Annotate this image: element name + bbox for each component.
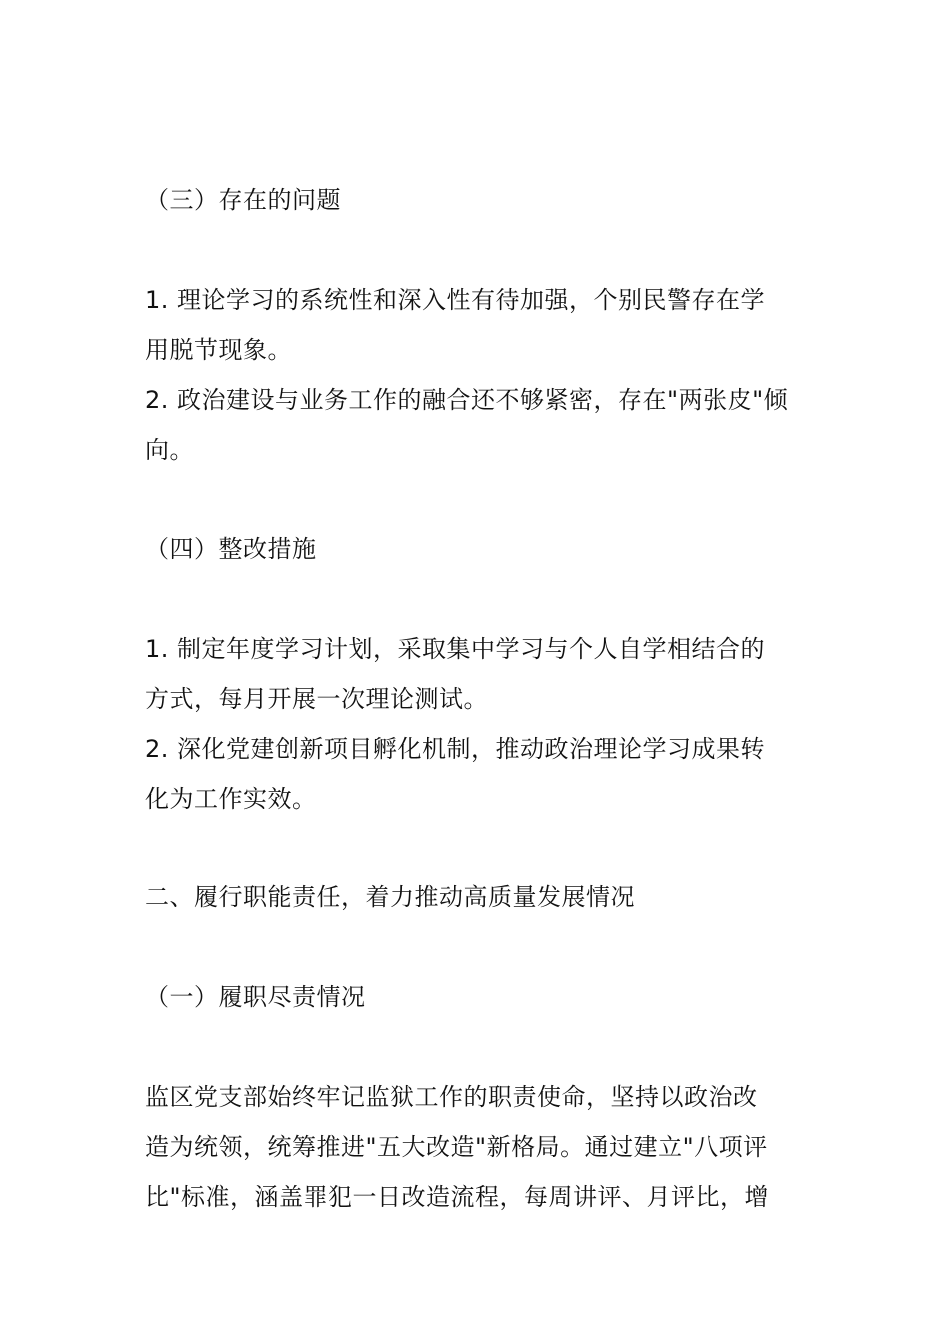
measure-2-line-1: 2. 深化党建创新项目孵化机制，推动政治理论学习成果转	[145, 735, 766, 763]
heading-rectification-measures	[145, 524, 815, 574]
section-title-text: 二、履行职能责任，着力推动高质量发展情况	[145, 883, 635, 911]
heading-text: （四）整改措施	[145, 535, 317, 563]
problems-list	[145, 275, 815, 475]
heading-text: （三）存在的问题	[145, 186, 341, 214]
measure-1-line-2: 方式，每月开展一次理论测试。	[145, 685, 488, 713]
measure-1-line-1: 1. 制定年度学习计划，采取集中学习与个人自学相结合的	[145, 635, 766, 663]
duties-paragraph	[145, 1072, 815, 1222]
problem-2-line-1: 2. 政治建设与业务工作的融合还不够紧密，存在"两张皮"倾	[145, 386, 789, 414]
measure-2-line-2: 化为工作实效。	[145, 785, 317, 813]
paragraph-line-1: 监区党支部始终牢记监狱工作的职责使命，坚持以政治改	[145, 1083, 758, 1111]
problem-2-line-2: 向。	[145, 436, 194, 464]
problem-1-line-2: 用脱节现象。	[145, 336, 292, 364]
heading-existing-problems	[145, 175, 815, 225]
problem-1-line-1: 1. 理论学习的系统性和深入性有待加强，个别民警存在学	[145, 286, 766, 314]
measures-list	[145, 624, 815, 824]
paragraph-line-2: 造为统领，统筹推进"五大改造"新格局。通过建立"八项评	[145, 1133, 768, 1161]
heading-text: （一）履职尽责情况	[145, 983, 366, 1011]
section-two-title	[145, 872, 815, 922]
heading-duty-performance	[145, 972, 815, 1022]
paragraph-line-3: 比"标准，涵盖罪犯一日改造流程，每周讲评、月评比，增	[145, 1183, 770, 1211]
